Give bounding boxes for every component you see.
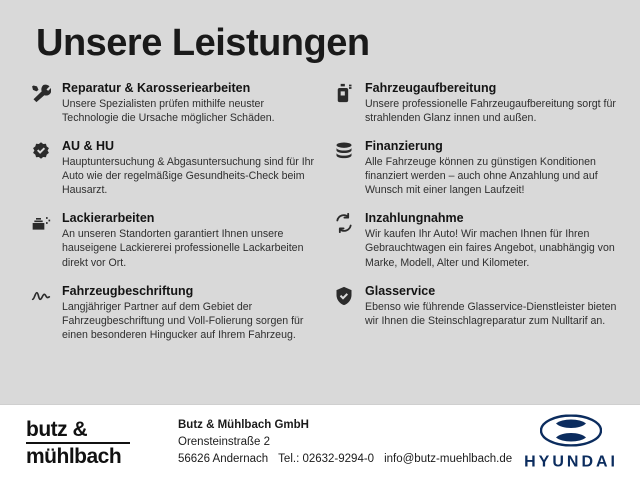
services-columns — [0, 65, 640, 404]
spray-paint-icon — [30, 212, 52, 234]
street-address: Orensteinstraße 2 — [178, 435, 271, 448]
services-column-left — [30, 81, 317, 404]
brand-name: HYUNDAI — [524, 453, 618, 470]
service-item — [333, 211, 620, 269]
service-item — [30, 284, 317, 342]
dealer-logo — [26, 419, 146, 467]
dealer-logo-line2: mühlbach — [26, 444, 122, 468]
company-name: Butz & Mühlbach GmbH — [178, 418, 309, 431]
spray-bottle-icon — [333, 82, 355, 104]
service-item — [333, 81, 620, 125]
wrench-screwdriver-icon — [30, 82, 52, 104]
service-text: Hauptuntersuchung & Abgasuntersuchung sind für Ihr Auto wie der regelmäßige Gesundheits-Check beim Hausarzt. — [62, 156, 315, 197]
check-badge-icon — [30, 140, 52, 162]
coins-icon — [333, 140, 355, 162]
exchange-arrows-icon — [333, 212, 355, 234]
services-column-right — [333, 81, 620, 404]
service-title: AU & HU — [62, 139, 115, 154]
city-address: 56626 Andernach — [178, 453, 269, 466]
service-text: Alle Fahrzeuge können zu günstigen Konditionen finanziert werden – auch ohne Anzahlung und auf Wunsch mit einer langen Laufzeit! — [365, 156, 598, 197]
service-text: Unsere Spezialisten prüfen mithilfe neuster Technologie die Ursache möglicher Schäden. — [62, 98, 275, 125]
service-text: Ebenso wie führende Glasservice-Dienstleister bieten wir Ihnen die Steinschlagreparatur zum Nulltarif an. — [365, 300, 617, 327]
page-title: Unsere Leistungen — [36, 22, 370, 64]
service-title: Fahrzeugaufbereitung — [365, 81, 497, 95]
service-item — [30, 139, 317, 197]
service-text: An unseren Standorten garantiert Ihnen unsere hauseigene Lackiererei professionelle Lackarbeiten direkt vor Ort. — [62, 228, 304, 269]
service-text: Unsere professionelle Fahrzeugaufbereitung sorgt für strahlenden Glanz innen und außen. — [365, 98, 616, 125]
footer — [0, 404, 640, 480]
shield-check-icon — [333, 285, 355, 307]
service-title: Fahrzeugbeschriftung — [62, 283, 194, 298]
service-title: Reparatur & Karosseriearbeiten — [62, 81, 251, 95]
dealer-contact-info — [178, 417, 512, 469]
service-item — [333, 284, 620, 328]
service-title: Glasservice — [365, 283, 436, 298]
service-item — [30, 211, 317, 269]
service-item — [30, 81, 317, 125]
dealer-logo-line1: butz & — [26, 417, 88, 441]
service-text: Wir kaufen Ihr Auto! Wir machen Ihnen für Ihren Gebrauchtwagen ein faires Angebot, unabhängig von Marke, Modell, Alter und Kilometer. — [365, 228, 615, 269]
hyundai-logo-icon — [540, 414, 602, 451]
hyundai-brand — [524, 414, 618, 471]
service-item — [333, 139, 620, 197]
email-address[interactable]: info@butz-muehlbach.de — [384, 453, 513, 466]
service-title: Finanzierung — [365, 139, 443, 154]
service-title: Inzahlungnahme — [365, 211, 464, 226]
signature-icon — [30, 285, 52, 307]
logo-divider — [26, 442, 130, 444]
service-title: Lackierarbeiten — [62, 211, 155, 226]
phone-number[interactable]: Tel.: 02632-9294-0 — [278, 453, 375, 466]
service-text: Langjähriger Partner auf dem Gebiet der Fahrzeugbeschriftung und Voll-Folierung sorgen für einen besonderen Hingucker auf Ihrem Fahrzeug. — [62, 300, 304, 341]
